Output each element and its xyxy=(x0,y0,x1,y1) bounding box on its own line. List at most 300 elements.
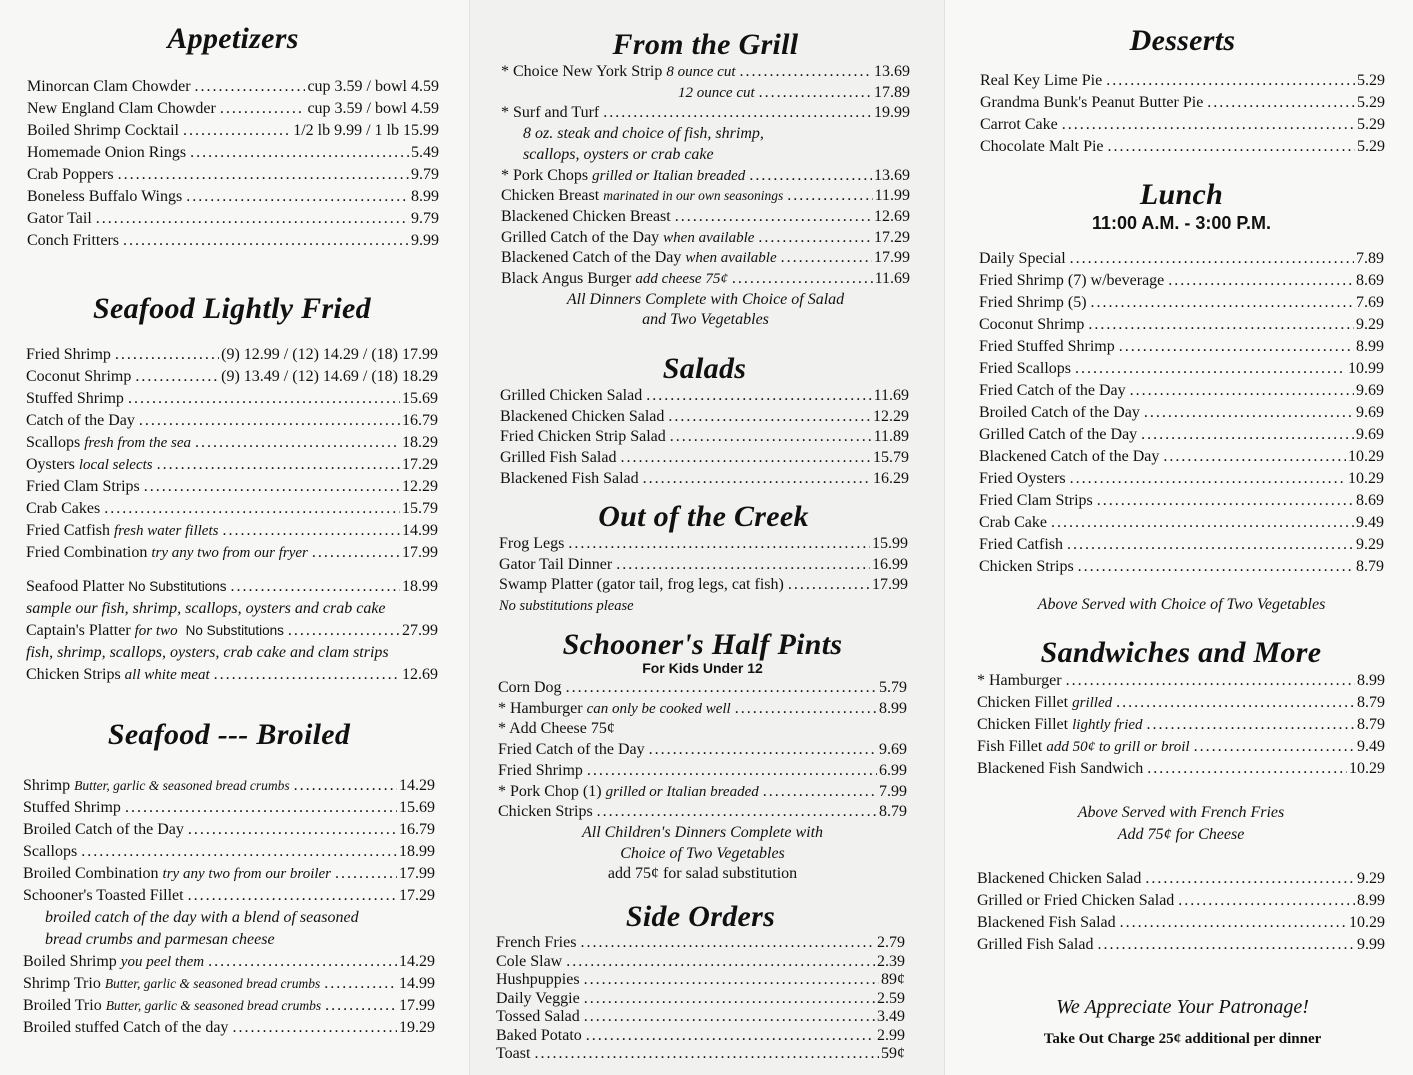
leader-dots xyxy=(668,407,871,428)
item-name: Chicken Fillet xyxy=(977,716,1069,733)
item-name: Captain's Platter xyxy=(26,622,131,639)
item-name: Daily Special xyxy=(979,250,1066,267)
item-note: local selects xyxy=(78,457,153,473)
item-note: grilled xyxy=(1072,695,1113,711)
leader-dots xyxy=(1163,446,1346,468)
leader-dots xyxy=(568,534,870,555)
creek-section xyxy=(499,500,908,616)
sandwiches-list xyxy=(977,670,1385,780)
item-price: 9.69 xyxy=(1356,404,1384,421)
section-heading: Lunch xyxy=(1139,178,1224,211)
creek-list xyxy=(499,534,908,596)
section-heading: Side Orders xyxy=(625,900,776,933)
leader-dots xyxy=(104,498,400,520)
item-description: bread crumbs and parmesan cheese xyxy=(45,931,275,948)
leader-dots xyxy=(1147,714,1355,736)
item-price: 8.69 xyxy=(1356,492,1384,509)
item-name: Tossed Salad xyxy=(496,1008,580,1025)
item-price: 7.89 xyxy=(1356,250,1384,267)
leader-dots xyxy=(139,410,400,432)
menu-item xyxy=(979,446,1384,468)
menu-item xyxy=(496,934,905,953)
item-price: 9.29 xyxy=(1357,870,1385,887)
kids-list xyxy=(498,678,907,719)
grill-footer: All Dinners Complete with Choice of Salad xyxy=(566,290,845,308)
item-price: 8.99 xyxy=(1357,892,1385,909)
menu-panel-left xyxy=(0,0,470,1075)
leader-dots xyxy=(1207,92,1355,114)
item-note: for two xyxy=(134,623,178,639)
menu-item xyxy=(979,534,1384,556)
item-name: Broiled Catch of the Day xyxy=(979,404,1140,421)
section-heading: Appetizers xyxy=(167,22,299,55)
leader-dots xyxy=(1097,934,1355,956)
item-note: 12 ounce cut xyxy=(678,84,755,101)
item-price: 89¢ xyxy=(881,971,905,988)
item-name: Scallops xyxy=(26,434,81,451)
item-price: 19.99 xyxy=(874,104,910,122)
menu-item xyxy=(23,1017,435,1039)
item-name: Fried Clam Strips xyxy=(26,478,140,495)
item-price: 18.99 xyxy=(399,843,435,860)
lunch-list xyxy=(979,248,1384,578)
menu-item xyxy=(23,841,435,863)
leader-dots xyxy=(758,228,872,249)
item-price: 1/2 lb 9.99 / 1 lb 15.99 xyxy=(293,122,439,139)
item-price: 10.29 xyxy=(1349,760,1385,777)
item-name: Boiled Shrimp xyxy=(23,953,117,970)
item-name: * Choice New York Strip xyxy=(501,63,663,80)
item-name: French Fries xyxy=(496,934,577,951)
item-price: 5.29 xyxy=(1357,94,1385,111)
menu-item xyxy=(979,380,1384,402)
item-price: (9) 13.49 / (12) 14.69 / (18) 18.29 xyxy=(221,368,438,385)
item-note: try any two from our fryer xyxy=(151,545,308,561)
item-price: 8.79 xyxy=(1356,558,1384,575)
menu-item xyxy=(498,678,907,699)
menu-item xyxy=(501,269,910,290)
item-name: Grilled Fish Salad xyxy=(500,449,617,467)
menu-item xyxy=(977,934,1385,956)
menu-item xyxy=(23,797,435,819)
item-name: Fried Combination xyxy=(26,544,148,561)
section-heading: Schooner's Half Pints xyxy=(562,628,843,661)
lunch-footer: Above Served with Choice of Two Vegetables xyxy=(1037,596,1326,613)
item-name: Oysters xyxy=(26,456,75,473)
item-price: 12.69 xyxy=(402,666,438,683)
item-price: 18.99 xyxy=(402,578,438,595)
item-price: 5.29 xyxy=(1357,116,1385,133)
item-price: 16.29 xyxy=(873,469,909,487)
item-name: New England Clam Chowder xyxy=(27,100,216,117)
leader-dots xyxy=(288,620,400,642)
closing-section xyxy=(980,994,1385,1048)
leader-dots xyxy=(115,344,219,366)
item-name: Fried Chicken Strip Salad xyxy=(500,428,666,446)
menu-item xyxy=(26,410,438,432)
salads-section xyxy=(500,352,909,490)
item-name: Chicken Fillet xyxy=(977,694,1069,711)
menu-item xyxy=(23,819,435,841)
item-name: Crab Poppers xyxy=(27,166,114,183)
leader-dots xyxy=(1106,70,1355,92)
item-description: broiled catch of the day with a blend of seasoned xyxy=(45,909,359,926)
item-name: Schooner's Toasted Fillet xyxy=(23,887,184,904)
menu-item xyxy=(26,498,438,520)
leader-dots xyxy=(325,995,397,1017)
item-price: 5.29 xyxy=(1357,72,1385,89)
item-name: Broiled Trio xyxy=(23,997,102,1014)
leader-dots xyxy=(1120,912,1347,934)
leader-dots xyxy=(183,120,291,142)
lunch-section xyxy=(979,178,1384,616)
menu-item xyxy=(26,520,438,542)
item-price: 9.99 xyxy=(411,232,439,249)
leader-dots xyxy=(195,76,306,98)
fried-list xyxy=(26,344,438,564)
item-price: 9.79 xyxy=(411,210,439,227)
item-name: Shrimp Trio xyxy=(23,975,101,992)
item-price: 11.99 xyxy=(874,187,910,205)
section-heading: Sandwiches and More xyxy=(1040,636,1322,669)
item-name: Frog Legs xyxy=(499,535,565,552)
leader-dots xyxy=(128,388,400,410)
item-price: 14.99 xyxy=(402,522,438,539)
item-name: Boiled Shrimp Cocktail xyxy=(27,122,179,139)
menu-item xyxy=(27,230,439,252)
leader-dots xyxy=(587,761,877,782)
item-name: Grilled Catch of the Day xyxy=(979,426,1138,443)
item-price: 8.79 xyxy=(879,803,907,821)
item-price: 2.79 xyxy=(877,934,905,951)
item-note: marinated in our own seasonings xyxy=(603,188,784,204)
item-name: Daily Veggie xyxy=(496,989,580,1007)
menu-item xyxy=(501,83,910,104)
item-note: Butter, garlic & seasoned bread crumbs xyxy=(104,976,321,991)
item-name: Conch Fritters xyxy=(27,232,119,249)
leader-dots xyxy=(81,841,397,863)
menu-item xyxy=(980,136,1385,158)
item-name: Fried Oysters xyxy=(979,470,1066,487)
item-price: 12.69 xyxy=(874,207,910,225)
item-name: Crab Cakes xyxy=(26,500,101,517)
desserts-section xyxy=(980,24,1385,158)
leader-dots xyxy=(186,186,409,208)
menu-item xyxy=(496,1008,905,1027)
item-name: Broiled Catch of the Day xyxy=(23,821,184,838)
leader-dots xyxy=(96,208,409,230)
section-heading: From the Grill xyxy=(612,28,799,61)
menu-item xyxy=(500,448,909,469)
item-name: Blackened Fish Salad xyxy=(500,469,639,487)
leader-dots xyxy=(335,863,397,885)
item-name: Grilled or Fried Chicken Salad xyxy=(977,892,1175,909)
menu-item xyxy=(498,802,907,823)
item-price: 9.69 xyxy=(1356,426,1384,443)
leader-dots xyxy=(1168,270,1354,292)
menu-item xyxy=(23,995,435,1017)
menu-item xyxy=(26,432,438,454)
leader-dots xyxy=(781,248,872,269)
desserts-list xyxy=(980,70,1385,158)
item-price: 10.99 xyxy=(1348,360,1384,377)
menu-item xyxy=(980,70,1385,92)
item-description: fish, shrimp, scallops, oysters, crab cake and clam strips xyxy=(26,644,389,661)
menu-item xyxy=(23,885,435,907)
item-price: 2.39 xyxy=(877,952,905,970)
item-name: Blackened Catch of the Day xyxy=(979,448,1160,465)
item-name: Coconut Shrimp xyxy=(26,368,132,385)
item-name: Hushpuppies xyxy=(496,971,580,988)
fried-section xyxy=(26,292,438,686)
leader-dots xyxy=(214,664,400,686)
item-price: 10.29 xyxy=(1349,914,1385,931)
menu-item xyxy=(979,490,1384,512)
kids-footer: Choice of Two Vegetables xyxy=(620,844,785,862)
leader-dots xyxy=(294,775,397,797)
item-name: Cole Slaw xyxy=(496,952,563,970)
kids-footer: add 75¢ for salad substitution xyxy=(607,865,798,883)
leader-dots xyxy=(1108,136,1355,158)
leader-dots xyxy=(312,542,400,564)
menu-item xyxy=(501,186,910,207)
kids-list-2 xyxy=(498,740,907,823)
menu-item xyxy=(26,388,438,410)
leader-dots xyxy=(1144,402,1354,424)
menu-item xyxy=(26,366,438,388)
item-price: 19.29 xyxy=(399,1019,435,1036)
section-heading: Seafood --- Broiled xyxy=(107,718,351,751)
item-name: Fried Catfish xyxy=(979,536,1063,553)
item-name: Blackened Fish Salad xyxy=(977,914,1116,931)
menu-item xyxy=(977,912,1385,934)
leader-dots xyxy=(646,386,871,407)
item-price: 15.69 xyxy=(402,390,438,407)
menu-item xyxy=(499,534,908,555)
item-note: grilled or Italian breaded xyxy=(605,783,759,800)
item-price: 8.99 xyxy=(1357,672,1385,689)
leader-dots xyxy=(735,699,877,720)
leader-dots xyxy=(1091,292,1354,314)
leader-dots xyxy=(643,469,871,490)
sandwiches-footer: Above Served with French Fries xyxy=(1077,804,1285,821)
leader-dots xyxy=(1066,670,1355,692)
leader-dots xyxy=(586,1027,875,1046)
menu-item xyxy=(979,248,1384,270)
item-name: Carrot Cake xyxy=(980,116,1058,133)
takeout-charge: Take Out Charge 25¢ additional per dinner xyxy=(1043,1031,1322,1047)
item-name: Fish Fillet xyxy=(977,738,1043,755)
menu-item xyxy=(979,424,1384,446)
menu-item xyxy=(27,186,439,208)
item-tag: No Substitutions xyxy=(185,623,284,638)
salads-list xyxy=(500,386,909,490)
item-price: 8.99 xyxy=(1356,338,1384,355)
item-description: scallops, oysters or crab cake xyxy=(523,145,714,163)
item-note: fresh water fillets xyxy=(114,523,219,539)
menu-item xyxy=(980,114,1385,136)
item-price: 8.79 xyxy=(1357,694,1385,711)
menu-item xyxy=(498,740,907,761)
section-heading: Out of the Creek xyxy=(598,500,809,533)
menu-item xyxy=(27,142,439,164)
menu-item xyxy=(26,476,438,498)
item-name: Fried Stuffed Shrimp xyxy=(979,338,1115,355)
item-price: 17.99 xyxy=(399,865,435,882)
menu-item xyxy=(500,427,909,448)
item-price: 17.99 xyxy=(872,576,908,594)
leader-dots xyxy=(135,366,219,388)
menu-item xyxy=(977,714,1385,736)
menu-item xyxy=(501,166,910,187)
menu-item xyxy=(23,775,435,797)
grill-footer: and Two Vegetables xyxy=(642,311,769,329)
leader-dots xyxy=(1070,248,1354,270)
leader-dots xyxy=(188,819,397,841)
leader-dots xyxy=(788,575,870,596)
leader-dots xyxy=(732,269,873,290)
item-name: * Hamburger xyxy=(498,699,583,717)
grill-list xyxy=(501,166,910,290)
item-name: Fried Catfish xyxy=(26,522,110,539)
item-name: Blackened Chicken Salad xyxy=(977,870,1142,887)
item-name: Gator Tail Dinner xyxy=(499,555,613,573)
item-note: add 50¢ to grill or broil xyxy=(1046,739,1190,755)
leader-dots xyxy=(123,230,409,252)
item-price: cup 3.59 / bowl 4.59 xyxy=(307,78,439,95)
item-note: when available xyxy=(685,250,777,267)
item-price: 9.49 xyxy=(1356,514,1384,531)
menu-item xyxy=(979,402,1384,424)
menu-item xyxy=(499,555,908,576)
item-note: lightly fried xyxy=(1072,717,1143,733)
broiled-list-2 xyxy=(23,951,435,1039)
item-name: Crab Cake xyxy=(979,514,1047,531)
menu-item xyxy=(977,868,1385,890)
item-price: 12.29 xyxy=(873,407,909,425)
item-note: Butter, garlic & seasoned bread crumbs xyxy=(105,998,322,1013)
leader-dots xyxy=(787,186,872,207)
menu-item xyxy=(500,407,909,428)
appetizers-list xyxy=(27,76,439,252)
leader-dots xyxy=(763,782,877,803)
leader-dots xyxy=(144,476,400,498)
leader-dots xyxy=(220,98,306,120)
menu-item xyxy=(977,692,1385,714)
menu-item xyxy=(27,120,439,142)
item-price: 5.29 xyxy=(1357,138,1385,155)
leader-dots xyxy=(675,207,872,228)
leader-dots xyxy=(534,1045,879,1064)
leader-dots xyxy=(157,454,400,476)
item-tag: No Substitutions xyxy=(128,579,227,594)
menu-item xyxy=(27,164,439,186)
menu-item xyxy=(501,228,910,249)
item-price: 15.79 xyxy=(873,449,909,467)
item-price: 2.99 xyxy=(877,1026,905,1044)
item-price: 9.29 xyxy=(1356,316,1384,333)
item-price: 9.49 xyxy=(1357,738,1385,755)
item-price: 16.79 xyxy=(399,821,435,838)
menu-item xyxy=(979,358,1384,380)
menu-item xyxy=(27,98,439,120)
item-price: 7.69 xyxy=(1356,294,1384,311)
item-price: 10.29 xyxy=(1348,448,1384,465)
item-name: Chocolate Malt Pie xyxy=(980,138,1104,155)
menu-item xyxy=(26,576,438,598)
item-price: 5.79 xyxy=(879,679,907,696)
item-name: Grilled Chicken Salad xyxy=(500,387,643,404)
menu-item xyxy=(979,314,1384,336)
thanks-message: We Appreciate Your Patronage! xyxy=(1056,996,1309,1018)
menu-item xyxy=(498,761,907,782)
item-note: try any two from our broiler xyxy=(162,866,332,882)
menu-item xyxy=(496,953,905,972)
item-price: 9.99 xyxy=(1357,936,1385,953)
sides-list xyxy=(496,934,905,1064)
leader-dots xyxy=(584,990,875,1009)
item-price: 8.69 xyxy=(1356,272,1384,289)
leader-dots xyxy=(1119,336,1354,358)
item-name: Stuffed Shrimp xyxy=(23,799,121,816)
leader-dots xyxy=(584,971,879,990)
item-name: Grandma Bunk's Peanut Butter Pie xyxy=(980,94,1204,111)
leader-dots xyxy=(616,555,870,576)
leader-dots xyxy=(1147,758,1347,780)
menu-item xyxy=(496,971,905,990)
leader-dots xyxy=(1178,890,1355,912)
item-price: 17.29 xyxy=(402,456,438,473)
leader-dots xyxy=(190,142,409,164)
menu-item xyxy=(501,103,910,124)
item-name: Stuffed Shrimp xyxy=(26,390,124,407)
item-note: all white meat xyxy=(124,667,210,683)
item-name: Blackened Fish Sandwich xyxy=(977,760,1144,777)
leader-dots xyxy=(1097,490,1354,512)
leader-dots xyxy=(566,953,875,972)
menu-item xyxy=(23,863,435,885)
item-note: can only be cooked well xyxy=(586,700,731,717)
item-price: 13.69 xyxy=(874,166,910,184)
item-price: 7.99 xyxy=(879,782,907,800)
leader-dots xyxy=(324,973,397,995)
item-note: fresh from the sea xyxy=(84,435,192,451)
lunch-hours: 11:00 A.M. - 3:00 P.M. xyxy=(1091,213,1272,233)
item-price: 8.99 xyxy=(411,188,439,205)
menu-item xyxy=(496,1027,905,1046)
item-name: Chicken Strips xyxy=(26,666,121,683)
item-name: Scallops xyxy=(23,843,78,860)
menu-item xyxy=(977,670,1385,692)
item-price: 5.49 xyxy=(411,144,439,161)
menu-item xyxy=(501,207,910,228)
item-price: 9.69 xyxy=(1356,382,1384,399)
menu-item xyxy=(979,336,1384,358)
item-note: you peel them xyxy=(120,954,205,970)
item-name: Grilled Fish Salad xyxy=(977,936,1094,953)
item-name: Chicken Strips xyxy=(979,558,1074,575)
leader-dots xyxy=(1088,314,1354,336)
sandwiches-list-2 xyxy=(977,868,1385,956)
item-name: Broiled stuffed Catch of the day xyxy=(23,1019,229,1036)
item-name: Real Key Lime Pie xyxy=(980,72,1103,89)
kids-section xyxy=(498,628,907,885)
menu-item xyxy=(26,454,438,476)
item-price: 16.99 xyxy=(872,555,908,573)
leader-dots xyxy=(232,1017,397,1039)
item-name: Minorcan Clam Chowder xyxy=(27,78,191,95)
item-price: 9.79 xyxy=(411,166,439,183)
